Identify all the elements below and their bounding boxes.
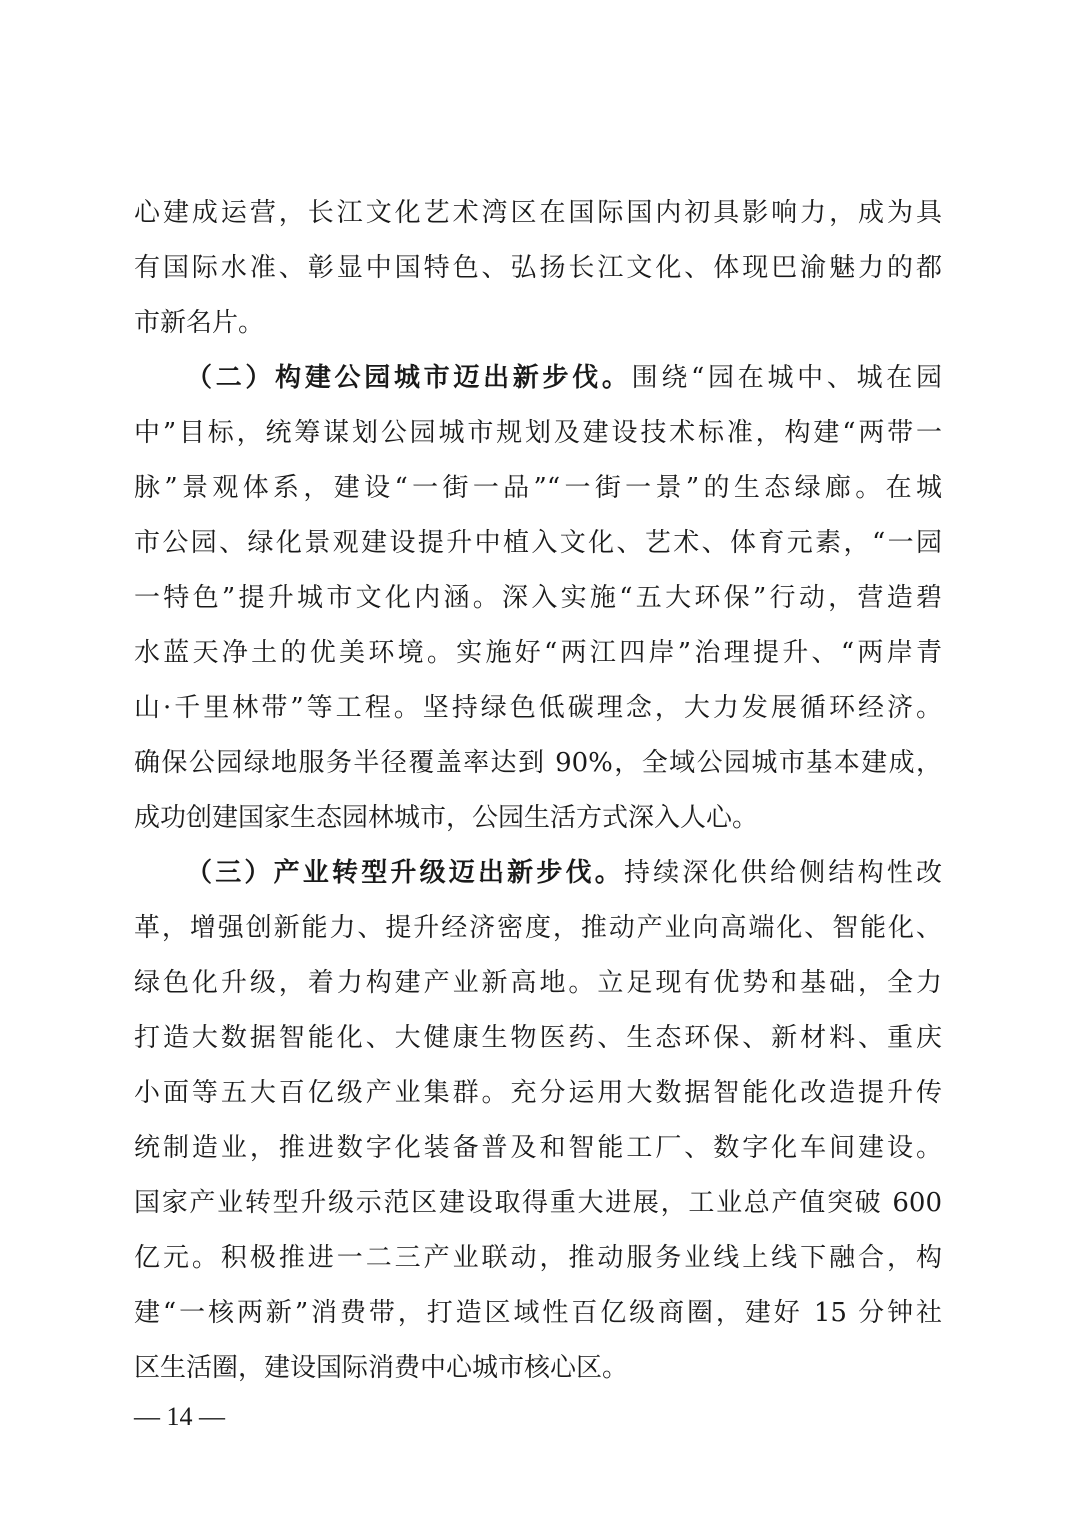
section3-line-5: 小面等五大百亿级产业集群。充分运用大数据智能化改造提升传 (134, 1078, 942, 1108)
paragraph1-line-1: 心建成运营，长江文化艺术湾区在国际国内初具影响力，成为具 (134, 198, 942, 228)
section3-line-4: 打造大数据智能化、大健康生物医药、生态环保、新材料、重庆 (134, 1023, 942, 1053)
section3-line-7: 国家产业转型升级示范区建设取得重大进展，工业总产值突破 600 (134, 1188, 942, 1218)
section2-line-6: 水蓝天净土的优美环境。实施好“两江四岸”治理提升、“两岸青 (134, 638, 942, 668)
section3-line-3: 绿色化升级，着力构建产业新高地。立足现有优势和基础，全力 (134, 968, 942, 998)
section3-line-6: 统制造业，推进数字化装备普及和智能工厂、数字化车间建设。 (134, 1133, 942, 1163)
section3-line-10: 区生活圈，建设国际消费中心城市核心区。 (134, 1353, 629, 1383)
section2-line-2: 中”目标，统筹谋划公园城市规划及建设技术标准，构建“两带一 (134, 418, 942, 448)
page-number: — 14 — (134, 1402, 225, 1431)
section2-line-3: 脉”景观体系，建设“一街一品”“一街一景”的生态绿廊。在城 (134, 473, 942, 503)
section3-line-8: 亿元。积极推进一二三产业联动，推动服务业线上线下融合，构 (134, 1243, 942, 1273)
section2-line-4: 市公园、绿化景观建设提升中植入文化、艺术、体育元素，“一园 (134, 528, 942, 558)
section3-first-line-rest: 持续深化供给侧结构性改 (623, 858, 942, 888)
section3-heading: （三）产业转型升级迈出新步伐。 (186, 858, 624, 888)
section2-line-9: 成功创建国家生态园林城市，公园生活方式深入人心。 (134, 803, 759, 833)
paragraph1-line-2: 有国际水准、彰显中国特色、弘扬长江文化、体现巴渝魅力的都 (134, 253, 942, 283)
section2-first-line-rest: 围绕“园在城中、城在园 (631, 363, 942, 393)
section2-line-8: 确保公园绿地服务半径覆盖率达到 90%，全域公园城市基本建成， (134, 748, 942, 778)
section3-line-2: 革，增强创新能力、提升经济密度，推动产业向高端化、智能化、 (134, 913, 942, 943)
section2-first-line (186, 358, 942, 398)
section2-line-5: 一特色”提升城市文化内涵。深入实施“五大环保”行动，营造碧 (134, 583, 942, 613)
section2-heading: （二）构建公园城市迈出新步伐。 (186, 363, 632, 393)
section3-line-9: 建“一核两新”消费带，打造区域性百亿级商圈，建好 15 分钟社 (134, 1298, 942, 1328)
paragraph1-line-3: 市新名片。 (134, 308, 265, 338)
section3-first-line (186, 853, 942, 893)
section2-line-7: 山·千里林带”等工程。坚持绿色低碳理念，大力发展循环经济。 (134, 693, 942, 723)
